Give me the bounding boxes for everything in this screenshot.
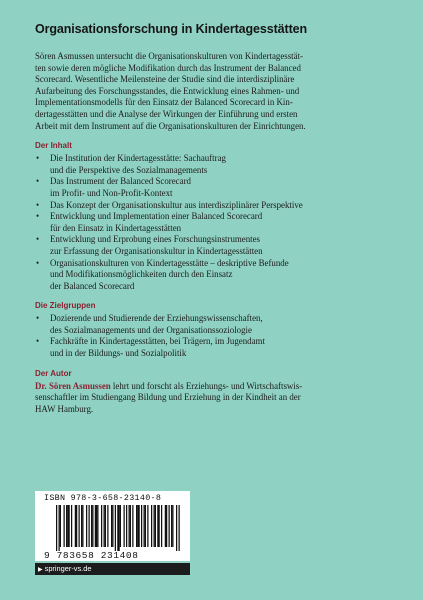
barcode-bar xyxy=(176,505,177,551)
barcode-icon xyxy=(44,505,182,560)
barcode-bar xyxy=(172,505,173,547)
barcode-bar xyxy=(137,505,138,547)
list-item xyxy=(35,153,393,176)
list-item-line: Dozierende und Studierende der Erziehungswissenschaften, xyxy=(50,313,263,324)
list-item-line: für den Einsatz in Kindertagesstätten xyxy=(50,222,182,233)
intro-paragraph xyxy=(35,51,393,132)
zielgruppen-list xyxy=(35,313,393,359)
barcode-bar xyxy=(56,505,57,551)
barcode-bar xyxy=(92,505,93,547)
barcode-bar xyxy=(132,505,133,547)
barcode-bar xyxy=(59,505,60,551)
intro-line: dertagesstätten und die Analyse der Wirkungen der Einführung und ersten xyxy=(35,108,298,119)
intro-line: ten sowie deren mögliche Modifikation durch das Instrument der Balanced xyxy=(35,62,301,73)
barcode-bar xyxy=(91,505,92,547)
list-item xyxy=(35,336,393,359)
list-item xyxy=(35,234,393,257)
list-item-line: und in der Bildungs- und Sozialpolitik xyxy=(50,348,187,359)
barcode-bar xyxy=(95,505,96,547)
footer-link[interactable]: springer-vs.de xyxy=(44,564,92,573)
barcode-bar xyxy=(147,505,148,547)
barcode-bar xyxy=(82,505,83,547)
inhalt-list xyxy=(35,153,393,292)
barcode-bar xyxy=(66,505,67,547)
arrow-right-icon: ▶ xyxy=(38,567,43,573)
barcode-bar xyxy=(89,505,90,547)
list-item-line: des Sozialmanagements und der Organisationssoziologie xyxy=(50,324,252,335)
list-item-line: Das Instrument der Balanced Scorecard xyxy=(50,176,191,187)
barcode-box xyxy=(35,491,190,561)
barcode-bar xyxy=(86,505,87,547)
barcode-bar xyxy=(165,505,166,547)
barcode-bar xyxy=(129,505,130,547)
barcode-bar xyxy=(97,505,98,547)
barcode-bar xyxy=(130,505,131,547)
list-item-line: im Profit- und Non-Profit-Kontext xyxy=(50,187,173,198)
list-item-line: Entwicklung und Implementation einer Balanced Scorecard xyxy=(50,211,263,222)
barcode-bar xyxy=(69,505,70,547)
barcode-digits: 9 783658 231408 xyxy=(44,550,139,560)
barcode-bar xyxy=(76,505,77,547)
barcode-bar xyxy=(124,505,125,547)
barcode-bar xyxy=(126,505,127,547)
barcode-bar xyxy=(166,505,167,547)
intro-line: Aufarbeitung des Forschungsstandes, die Entwicklung eines Rahmen- und xyxy=(35,85,300,96)
barcode-bar xyxy=(169,505,170,547)
list-item-line: Fachkräfte in Kindertagesstätten, bei Trägern, im Jugendamt xyxy=(50,336,265,347)
list-item xyxy=(35,200,393,212)
barcode-bar xyxy=(67,505,68,547)
list-item-line: Das Konzept der Organisationskultur aus interdisziplinärer Perspektive xyxy=(50,199,303,210)
footer-link-bar[interactable] xyxy=(35,563,190,575)
author-paragraph xyxy=(35,381,393,416)
barcode-bar xyxy=(139,505,140,547)
autor-heading: Der Autor xyxy=(35,368,72,378)
list-item xyxy=(35,313,393,336)
list-item-line: und die Perspektive des Sozialmanagements xyxy=(50,164,208,175)
book-title: Organisationsforschung in Kindertagesstätten xyxy=(35,22,308,36)
intro-line: Scorecard. Wesentliche Meilensteine der Studie sind die interdisziplinäre xyxy=(35,74,295,85)
barcode-bar xyxy=(159,505,160,547)
barcode-bar xyxy=(112,505,113,547)
barcode-bar xyxy=(101,505,102,547)
list-item xyxy=(35,176,393,199)
barcode-bar xyxy=(151,505,152,547)
barcode-bar xyxy=(64,505,65,547)
list-item-line: Die Institution der Kindertagesstätte: Sachauftrag xyxy=(50,153,226,164)
barcode-bar xyxy=(144,505,145,547)
barcode-bar xyxy=(179,505,180,551)
barcode-bar xyxy=(115,505,116,551)
barcode-bar xyxy=(104,505,105,547)
author-line: lehrt und forscht als Erziehungs- und Wirtschaftswis- xyxy=(110,380,303,391)
barcode-bar xyxy=(117,505,118,551)
author-line: HAW Hamburg. xyxy=(35,403,94,414)
barcode-bar xyxy=(60,505,61,547)
list-item-line: zur Erfassung der Organisationskultur in Kindertagesstätten xyxy=(50,245,263,256)
barcode-bar xyxy=(136,505,137,547)
intro-line: Sören Asmussen untersucht die Organisationskulturen von Kindertagesstät- xyxy=(35,51,304,61)
barcode-bar xyxy=(155,505,156,547)
barcode-bar xyxy=(171,505,172,547)
barcode-bar xyxy=(75,505,76,547)
list-item xyxy=(35,258,393,293)
list-item-line: Entwicklung und Erprobung eines Forschungsinstrumentes xyxy=(50,234,261,245)
author-line: senschaftler im Studiengang Bildung und Erziehung in der Kindheit an der xyxy=(35,392,301,403)
barcode-bar xyxy=(105,505,106,547)
barcode-bar xyxy=(111,505,112,547)
inhalt-heading: Der Inhalt xyxy=(35,141,72,151)
barcode-bar xyxy=(119,505,120,551)
barcode-bar xyxy=(107,505,108,547)
barcode-bar xyxy=(120,505,121,547)
list-item-line: der Balanced Scorecard xyxy=(50,280,135,291)
barcode-bar xyxy=(154,505,155,547)
barcode-bar xyxy=(161,505,162,547)
isbn-label: ISBN 978-3-658-23140-8 xyxy=(44,493,162,503)
barcode-bar xyxy=(145,505,146,547)
author-name: Dr. Sören Asmussen xyxy=(35,380,111,391)
barcode-bar xyxy=(96,505,97,547)
list-item-line: und Modifikationsmöglichkeiten durch den Einsatz xyxy=(50,269,233,280)
barcode-bar xyxy=(157,505,158,547)
barcode-bar xyxy=(71,505,72,547)
list-item xyxy=(35,211,393,234)
barcode-bar xyxy=(79,505,80,547)
intro-line: Implementationsmodells für den Einsatz der Balanced Scorecard in Kin- xyxy=(35,97,293,108)
barcode-bar xyxy=(141,505,142,547)
list-item-line: Organisationskulturen von Kindertagesstätte – deskriptive Befunde xyxy=(50,257,289,268)
barcode-bar xyxy=(81,505,82,547)
intro-line: Arbeit mit dem Instrument auf die Organisationskulturen der Einrichtungen. xyxy=(35,120,306,131)
zielgruppen-heading: Die Zielgruppen xyxy=(35,301,96,311)
back-cover xyxy=(35,22,393,415)
